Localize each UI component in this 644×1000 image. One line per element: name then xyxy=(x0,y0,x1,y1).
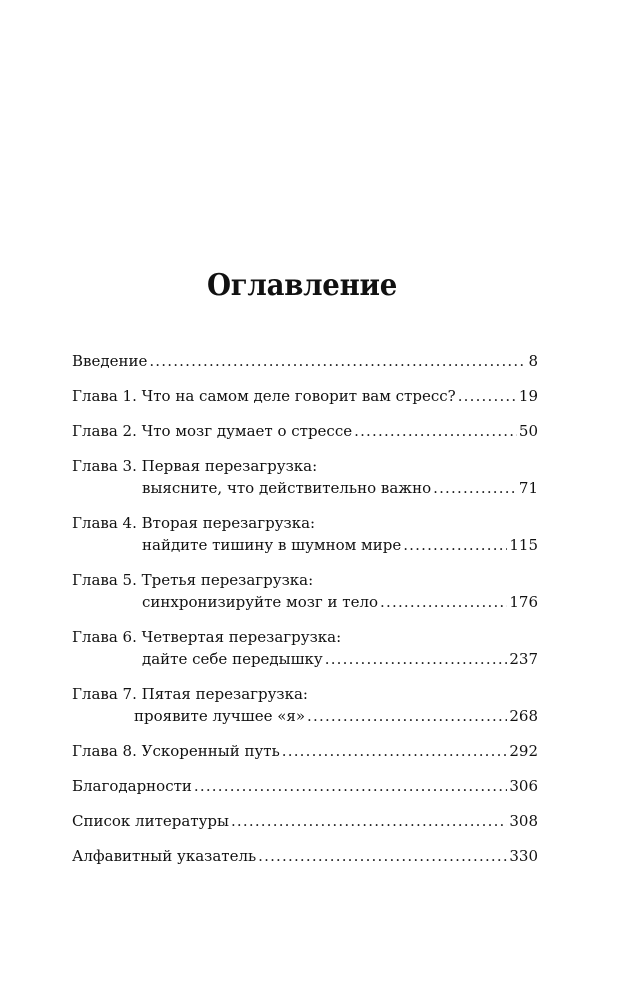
toc-entry-label: Глава 6. Четвертая перезагрузка: xyxy=(72,628,342,646)
toc-entry-label: Глава 8. Ускоренный путь xyxy=(72,742,280,760)
toc-entry-chapter-7 xyxy=(72,683,538,727)
toc-entry-label: Введение xyxy=(72,352,148,370)
toc-entry-label: Глава 1. Что на самом деле говорит вам стресс? xyxy=(72,387,456,405)
toc-page-number: 71 xyxy=(518,479,538,497)
toc-entry-chapter-4 xyxy=(72,512,538,556)
toc-entry-subtitle: дайте себе передышку xyxy=(142,650,323,668)
toc-page-number: 330 xyxy=(509,847,538,865)
toc-entry-label: Благодарности xyxy=(72,777,192,795)
toc-entry-references xyxy=(72,810,538,832)
toc-entry-label: Глава 3. Первая перезагрузка: xyxy=(72,457,318,475)
toc-entry-chapter-5 xyxy=(72,569,538,613)
dot-leader xyxy=(194,775,507,797)
toc-entry-subtitle: проявите лучшее «я» xyxy=(134,707,306,725)
toc-page-number: 50 xyxy=(518,422,538,440)
dot-leader xyxy=(325,648,508,670)
toc-page-number: 176 xyxy=(509,593,538,611)
toc-entry-chapter-3 xyxy=(72,455,538,499)
dot-leader xyxy=(433,477,517,499)
toc-entry-introduction xyxy=(72,350,538,372)
dot-leader xyxy=(282,740,508,762)
toc-page-number: 292 xyxy=(509,742,538,760)
dot-leader xyxy=(458,385,517,407)
toc-page-number: 268 xyxy=(509,707,538,725)
toc-entry-label: Алфавитный указатель xyxy=(72,847,257,865)
dot-leader xyxy=(231,810,507,832)
toc-entry-label: Глава 7. Пятая перезагрузка: xyxy=(72,685,308,703)
toc-page-number: 308 xyxy=(509,812,538,830)
toc-entry-subtitle: выясните, что действительно важно xyxy=(142,479,432,497)
toc-entry-index xyxy=(72,845,538,867)
toc-page-number: 306 xyxy=(509,777,538,795)
dot-leader xyxy=(380,591,507,613)
toc-page-number: 237 xyxy=(509,650,538,668)
toc-entry-subtitle: синхронизируйте мозг и тело xyxy=(142,593,379,611)
dot-leader xyxy=(149,350,526,372)
toc-entry-label: Глава 5. Третья перезагрузка: xyxy=(72,571,314,589)
toc-entry-acknowledgements xyxy=(72,775,538,797)
dot-leader xyxy=(307,705,507,727)
table-of-contents xyxy=(72,350,538,880)
toc-entry-chapter-2 xyxy=(72,420,538,442)
toc-entry-chapter-6 xyxy=(72,626,538,670)
toc-entry-chapter-8 xyxy=(72,740,538,762)
toc-page-number: 8 xyxy=(528,352,538,370)
toc-entry-label: Глава 2. Что мозг думает о стрессе xyxy=(72,422,353,440)
dot-leader xyxy=(354,420,517,442)
toc-page-number: 19 xyxy=(518,387,538,405)
toc-entry-label: Глава 4. Вторая перезагрузка: xyxy=(72,514,316,532)
toc-entry-subtitle: найдите тишину в шумном мире xyxy=(142,536,402,554)
toc-page-number: 115 xyxy=(509,536,538,554)
dot-leader xyxy=(403,534,507,556)
dot-leader xyxy=(258,845,507,867)
page-title: Оглавление xyxy=(207,268,397,303)
toc-entry-label: Список литературы xyxy=(72,812,229,830)
toc-entry-chapter-1 xyxy=(72,385,538,407)
